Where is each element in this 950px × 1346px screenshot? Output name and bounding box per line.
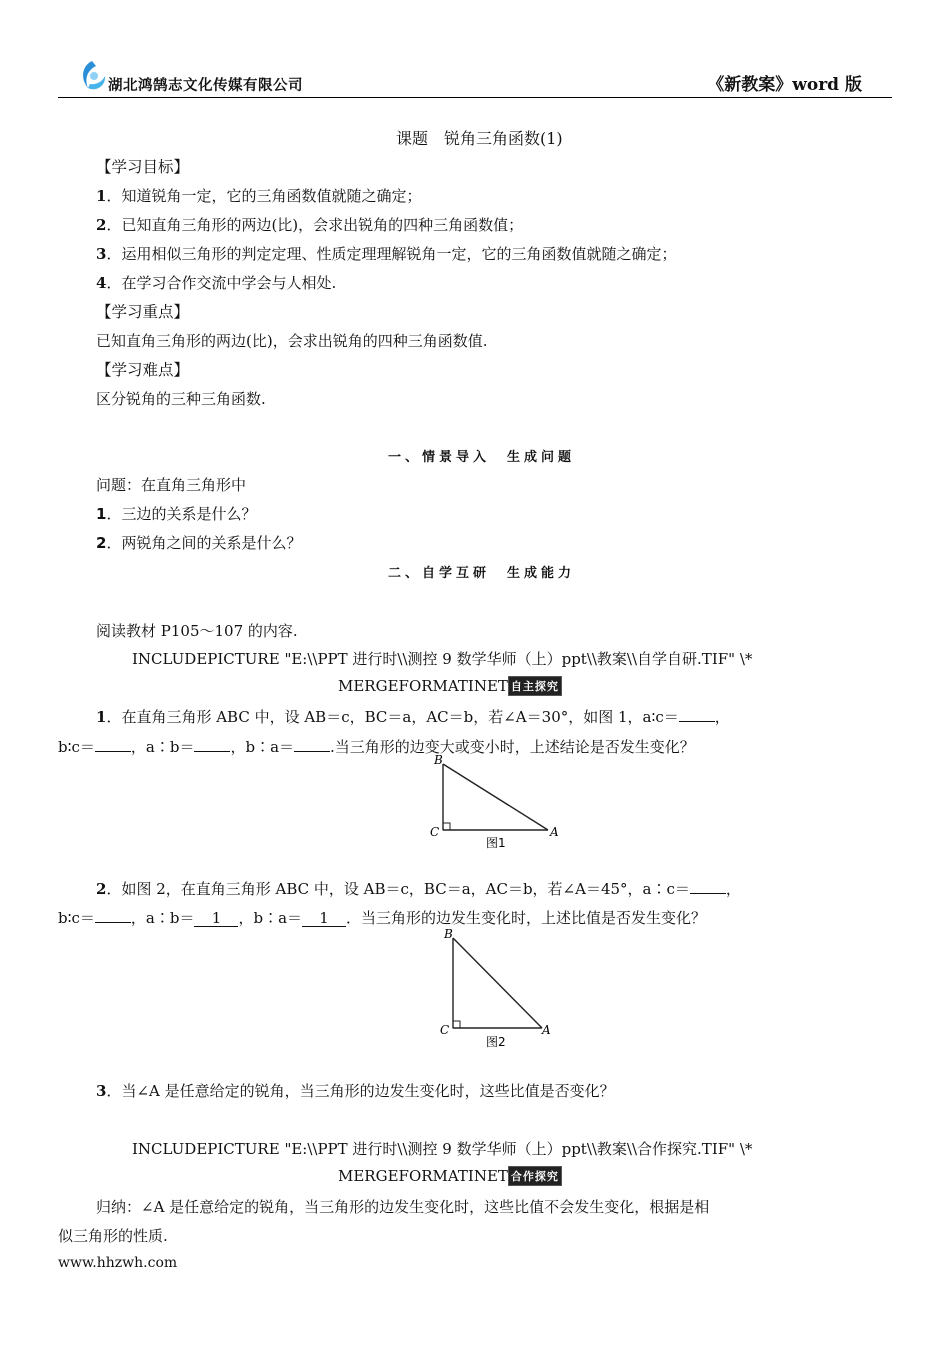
goal-item: 4．在学习合作交流中学会与人相处.: [96, 274, 337, 292]
question-2-line2: b∶c＝ ，a∶b＝ 1 ，b∶a＝ 1 ．当三角形的边发生变化时，上述比值是否发生变化？: [58, 909, 707, 927]
include-field-2: INCLUDEPICTURE "E:\\PPT 进行时\\测控 9 数学华师（上）ppt\\教案\\合作探究.TIF" \*: [132, 1140, 753, 1158]
difficulty-text: 区分锐角的三种三角函数.: [96, 390, 266, 408]
self-study-badge: 自主探究: [508, 676, 562, 696]
section1-item: 1．三边的关系是什么？: [96, 505, 257, 523]
section1-question: 问题：在直角三角形中: [96, 476, 247, 494]
section1-heading: 一、情景导入 生成问题: [388, 450, 576, 465]
answer-ab: 1: [194, 911, 238, 927]
vertex-b-label: B: [434, 753, 443, 767]
edition-label: 《新教案》word 版: [707, 75, 862, 95]
company-name: 湖北鸿鹄志文化传媒有限公司: [108, 78, 303, 94]
company-logo-icon: [74, 58, 110, 94]
include-field-1-tail: MERGEFORMATINET 自主探究: [338, 676, 562, 696]
question-3: 3．当∠A 是任意给定的锐角，当三角形的边发生变化时，这些比值是否变化？: [96, 1082, 615, 1100]
question-1-line1: 1．在直角三角形 ABC 中，设 AB＝c，BC＝a，AC＝b，若∠A＝30°，如图 1，a∶c＝ ，: [96, 708, 730, 726]
question-1-line2: b∶c＝ ，a∶b＝ ，b∶a＝ .当三角形的边变大或变小时，上述结论是否发生变化？: [58, 738, 695, 756]
include-field-1: INCLUDEPICTURE "E:\\PPT 进行时\\测控 9 数学华师（上）ppt\\教案\\自学自研.TIF" \*: [132, 650, 753, 668]
question-2-line1: 2．如图 2，在直角三角形 ABC 中，设 AB＝c，BC＝a，AC＝b，若∠A＝45°，a∶c＝ ，: [96, 880, 741, 898]
header-divider: [58, 97, 892, 98]
goal-item: 3．运用相似三角形的判定定理、性质定理理解锐角一定，它的三角函数值就随之确定；: [96, 245, 677, 263]
figure-1-caption: 图1: [486, 836, 506, 850]
focus-text: 已知直角三角形的两边(比)，会求出锐角的四种三角函数值.: [96, 332, 488, 350]
goal-item: 2．已知直角三角形的两边(比)，会求出锐角的四种三角函数值；: [96, 216, 524, 234]
section2-heading: 二、自学互研 生成能力: [388, 566, 576, 581]
goals-heading: 【学习目标】: [96, 158, 190, 176]
include-field-2-tail: MERGEFORMATINET 合作探究: [338, 1166, 562, 1186]
cooperation-badge: 合作探究: [508, 1166, 562, 1186]
summary-line2: 似三角形的性质.: [58, 1227, 168, 1245]
figure-1-triangle: [424, 752, 574, 852]
vertex-b-label: B: [444, 927, 453, 941]
summary-line1: 归纳：∠A 是任意给定的锐角，当三角形的边发生变化时，这些比值不会发生变化，根据是相: [96, 1198, 710, 1216]
vertex-c-label: C: [440, 1023, 450, 1037]
answer-ba: 1: [302, 911, 346, 927]
footer-url[interactable]: www.hhzwh.com: [58, 1255, 178, 1271]
focus-heading: 【学习重点】: [96, 303, 190, 321]
goal-item: 1．知道锐角一定，它的三角函数值就随之确定；: [96, 187, 422, 205]
vertex-a-label: A: [542, 1023, 551, 1037]
vertex-a-label: A: [550, 825, 559, 839]
figure-2-triangle: [432, 924, 562, 1054]
lesson-title: 课题 锐角三角函数(1): [396, 129, 563, 148]
section1-item: 2．两锐角之间的关系是什么？: [96, 534, 302, 552]
page-header: [58, 58, 892, 98]
reading-instruction: 阅读教材 P105～107 的内容.: [96, 622, 298, 640]
difficulty-heading: 【学习难点】: [96, 361, 190, 379]
vertex-c-label: C: [430, 825, 440, 839]
figure-2-caption: 图2: [486, 1035, 506, 1049]
